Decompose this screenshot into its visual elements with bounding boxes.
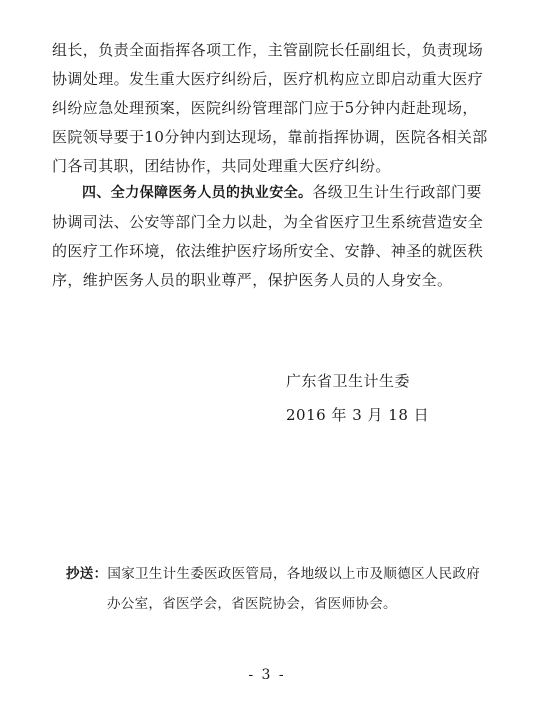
cc-label: 抄送： xyxy=(66,566,108,582)
cc-block xyxy=(66,559,486,619)
section-4-paragraph xyxy=(52,178,492,295)
signature-organization: 广东省卫生计生委 xyxy=(286,372,411,390)
paragraph-continuation: 组长，负责全面指挥各项工作，主管副院长任副组长，负责现场协调处理。发生重大医疗纠纷后，医疗机构应立即启动重大医疗纠纷应急处理预案，医院纠纷管理部门应于5分钟内赶赴现场，医院领导要于10分钟内到达现场，靠前指挥协调，医院各相关部门各司其职，团结协作，共同处理重大医疗纠纷。 xyxy=(52,41,488,175)
page-number: - 3 - xyxy=(248,667,286,683)
cc-recipients-line-1: 国家卫生计生委医政医管局，各地级以上市及顺德区人民政府 xyxy=(107,566,481,582)
cc-recipients-line-2: 办公室，省医学会，省医院协会，省医师协会。 xyxy=(107,596,397,612)
section-4-body: 各级卫生计生行政部门要协调司法、公安等部门全力以赴，为全省医疗卫生系统营造安全的医疗工作环境，依法维护医疗场所安全、安静、神圣的就医秩序，维护医务人员的职业尊严，保护医务人员的人身安全。 xyxy=(52,183,484,289)
section-4-heading: 四、全力保障医务人员的执业安全。 xyxy=(82,185,313,201)
signature-date: 2016 年 3 月 18 日 xyxy=(286,406,430,424)
